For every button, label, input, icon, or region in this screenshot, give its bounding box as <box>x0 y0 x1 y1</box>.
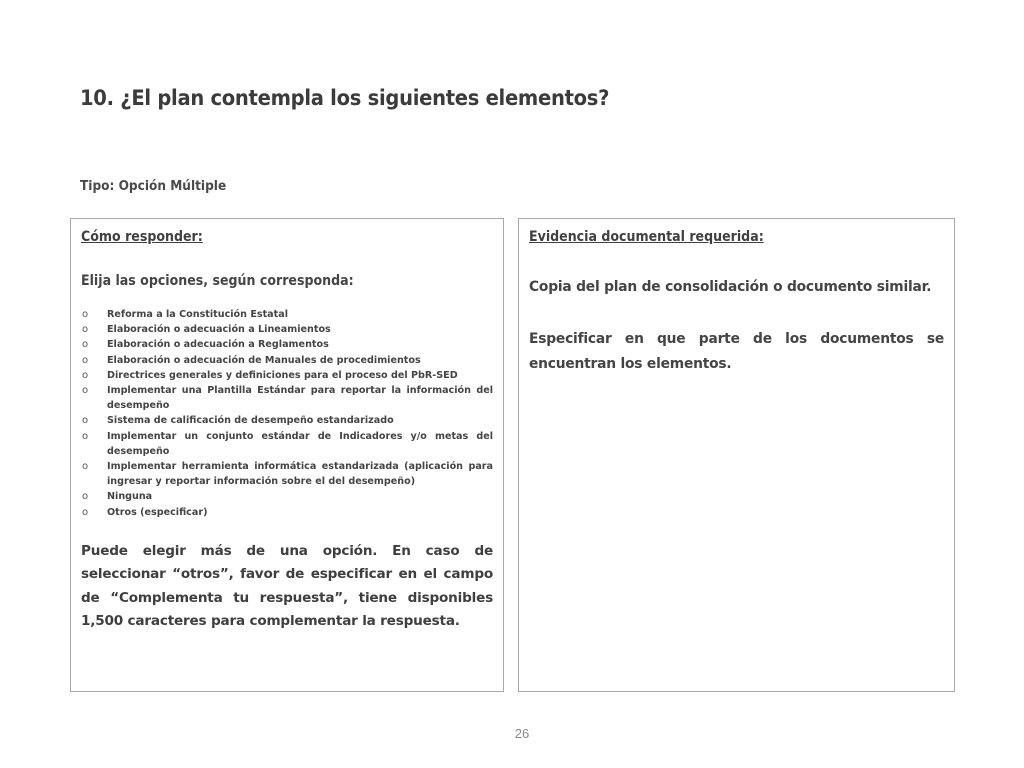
circle-bullet-icon: o <box>82 491 89 503</box>
list-item <box>81 353 493 368</box>
list-item <box>81 337 493 352</box>
list-item <box>81 383 493 413</box>
circle-bullet-icon: o <box>82 461 89 473</box>
list-item <box>81 322 493 337</box>
how-to-answer-heading: Cómo responder: <box>81 229 203 245</box>
how-to-answer-panel <box>70 218 504 692</box>
option-text: Elaboración o adecuación a Lineamientos <box>107 324 331 336</box>
list-item <box>81 489 493 504</box>
option-text: Ninguna <box>107 491 153 503</box>
option-text: Otros (especificar) <box>107 506 208 518</box>
circle-bullet-icon: o <box>82 354 89 366</box>
option-text: Implementar herramienta informática estandarizada (aplicación para ingresar y reportar información sobre el del desempeño) <box>107 461 493 488</box>
evidence-paragraph: Copia del plan de consolidación o documento similar. <box>529 279 932 295</box>
option-text: Directrices generales y definiciones para el proceso del PbR-SED <box>107 369 458 381</box>
circle-bullet-icon: o <box>82 506 89 518</box>
options-list <box>81 307 493 520</box>
evidence-paragraph: Especificar en que parte de los documentos se encuentran los elementos. <box>529 331 944 372</box>
list-item <box>81 368 493 383</box>
option-text: Elaboración o adecuación a Reglamentos <box>107 339 329 351</box>
slide-title: 10. ¿El plan contempla los siguientes elementos? <box>80 86 610 110</box>
circle-bullet-icon: o <box>82 309 89 320</box>
circle-bullet-icon: o <box>82 369 89 381</box>
circle-bullet-icon: o <box>82 415 89 427</box>
option-text: Implementar una Plantilla Estándar para reportar la información del desempeño <box>107 385 493 412</box>
list-item <box>81 505 493 520</box>
answer-instruction: Elija las opciones, según corresponda: <box>81 273 354 289</box>
list-item <box>81 459 493 489</box>
list-item <box>81 307 493 322</box>
circle-bullet-icon: o <box>82 430 89 442</box>
list-item <box>81 429 493 459</box>
multiple-choice-note: Puede elegir más de una opción. En caso de seleccionar “otros”, favor de especificar en el campo de “Complementa tu respuesta”, tiene disponibles 1,500 caracteres para complementar la respuesta. <box>81 542 493 630</box>
option-text: Sistema de calificación de desempeño estandarizado <box>107 415 394 427</box>
option-text: Reforma a la Constitución Estatal <box>107 309 288 320</box>
page-number: 26 <box>514 726 530 741</box>
circle-bullet-icon: o <box>82 324 89 336</box>
question-type-label: Tipo: Opción Múltiple <box>80 178 227 194</box>
evidence-panel <box>518 218 955 692</box>
option-text: Implementar un conjunto estándar de Indicadores y/o metas del desempeño <box>107 430 493 457</box>
list-item <box>81 413 493 428</box>
circle-bullet-icon: o <box>82 339 89 351</box>
circle-bullet-icon: o <box>82 385 89 397</box>
evidence-heading: Evidencia documental requerida: <box>529 229 764 245</box>
option-text: Elaboración o adecuación de Manuales de procedimientos <box>107 354 421 366</box>
